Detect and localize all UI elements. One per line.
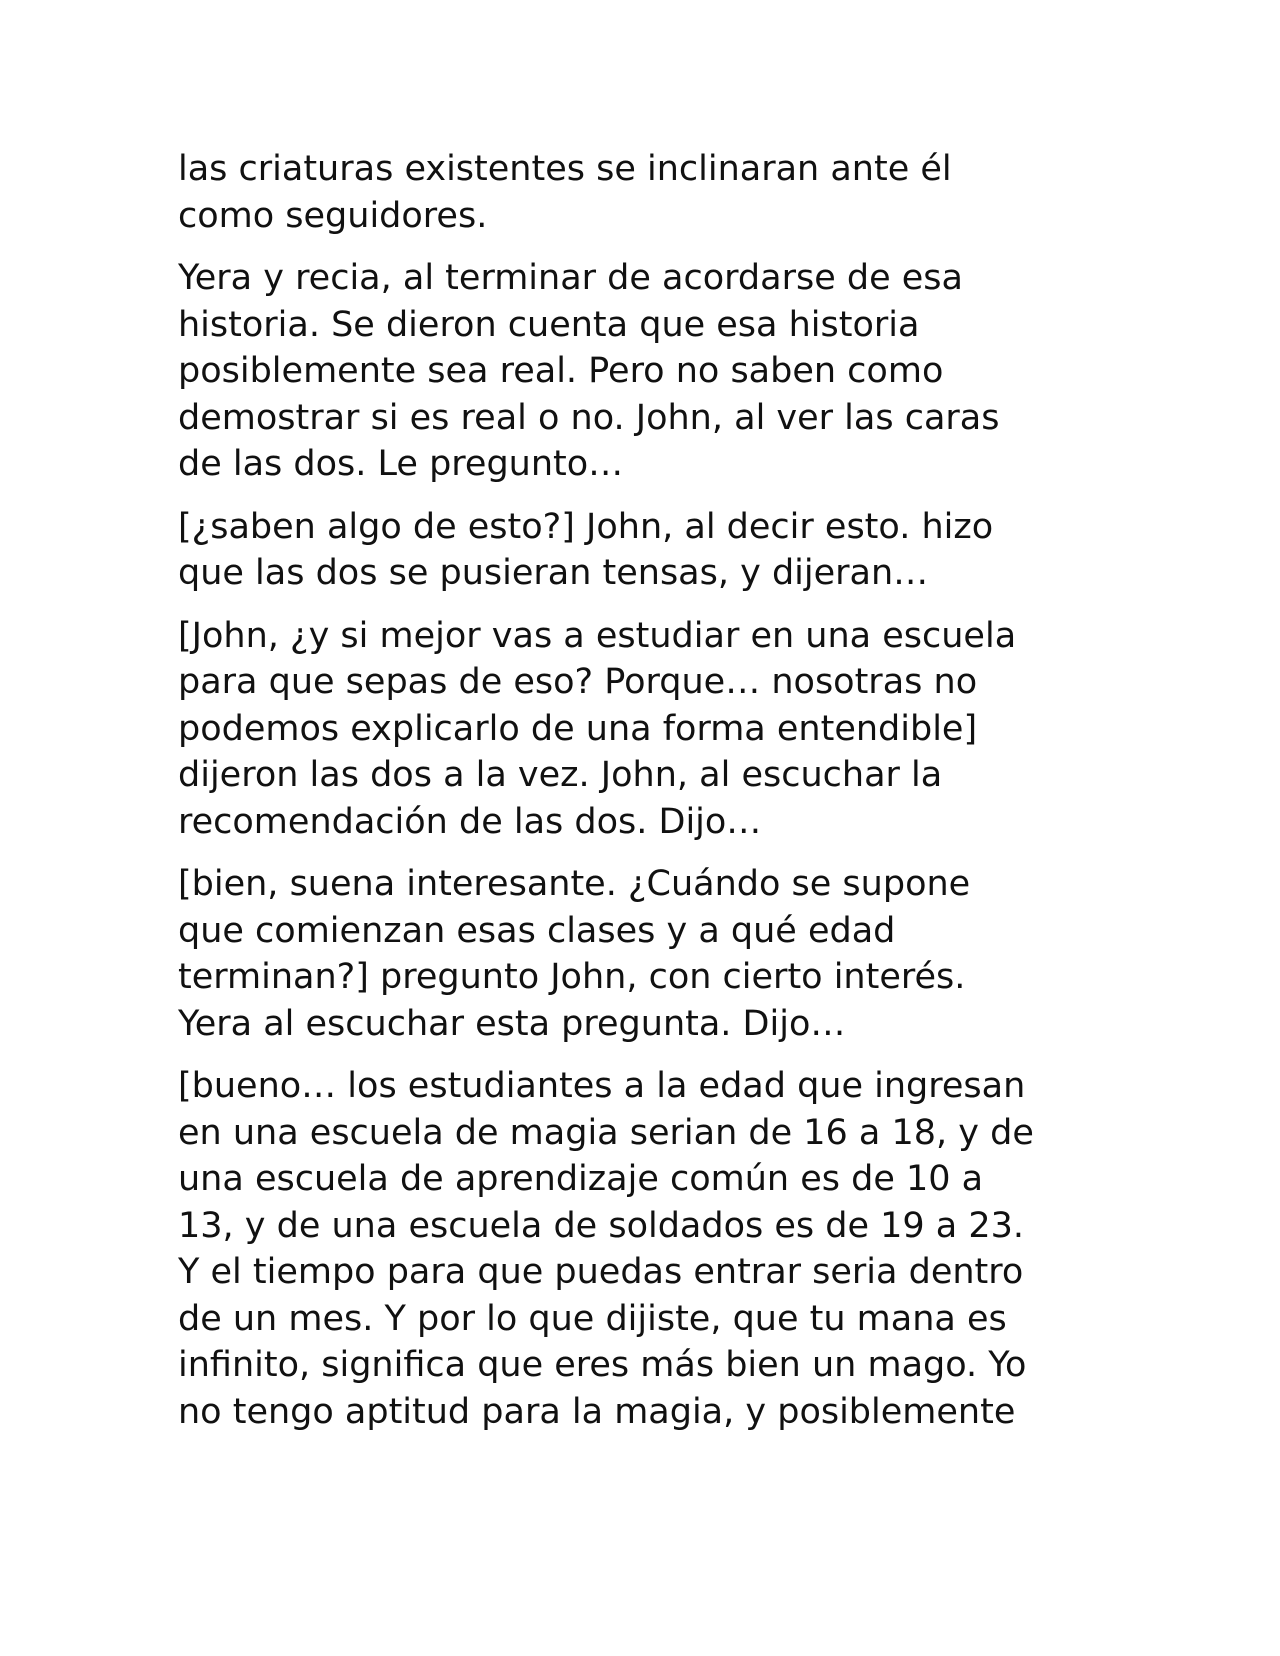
paragraph-1: las criaturas existentes se inclinaran ante él como seguidores. bbox=[178, 149, 952, 236]
paragraph-5: [bien, suena interesante. ¿Cuándo se supone que comienzan esas clases y a qué edad terminan?] pregunto John, con cierto interés. Yera al escuchar esta pregunta. Dijo… bbox=[178, 864, 971, 1044]
document-body bbox=[178, 146, 1098, 1451]
paragraph-6: [bueno… los estudiantes a la edad que ingresan en una escuela de magia serian de 16 a 18, y de una escuela de aprendizaje común es de 10 a 13, y de una escuela de soldados es de 19 a 23. Y el tiempo para que puedas entrar seria dentro de un mes. Y por lo que dijiste, que tu mana es infinito, significa que eres más bien un mago. Yo no tengo aptitud para la magia, y posiblemente bbox=[178, 1066, 1034, 1432]
paragraph-3: [¿saben algo de esto?] John, al decir esto. hizo que las dos se pusieran tensas, y dijeran… bbox=[178, 506, 994, 593]
paragraph-4: [John, ¿y si mejor vas a estudiar en una escuela para que sepas de eso? Porque… nosotras no podemos explicarlo de una forma entendible] dijeron las dos a la vez. John, al escuchar la recomendación de las dos. Dijo… bbox=[178, 615, 1017, 842]
paragraph-2: Yera y recia, al terminar de acordarse de esa historia. Se dieron cuenta que esa historia posiblemente sea real. Pero no saben como demostrar si es real o no. John, al ver las caras de las dos. Le pregunto… bbox=[178, 258, 1000, 484]
